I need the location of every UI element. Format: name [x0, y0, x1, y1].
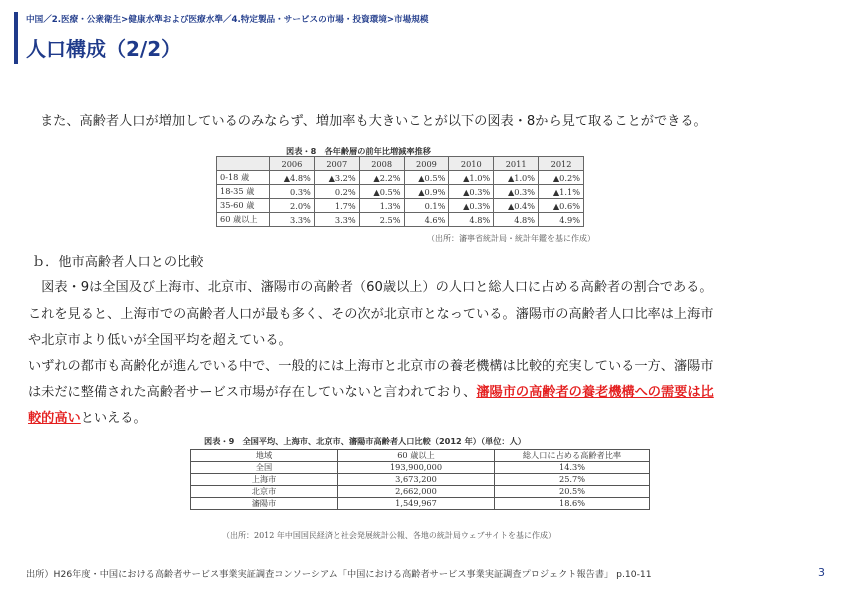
body-line: [28, 381, 714, 400]
table-cell: ▲0.5%: [404, 171, 449, 185]
table-corner-cell: [217, 157, 270, 171]
table-cell: 18.6%: [495, 498, 650, 510]
table-cell: 3.3%: [314, 213, 359, 227]
table-row: [217, 185, 584, 199]
title-accent-bar: [14, 12, 18, 64]
age-group-label: 18-35 歳: [217, 185, 270, 199]
table-row: [217, 213, 584, 227]
region-cell: 全国: [191, 462, 338, 474]
table-cell: ▲0.4%: [494, 199, 539, 213]
figure-9-table: [190, 449, 650, 510]
table-cell: 0.3%: [270, 185, 315, 199]
table-cell: 193,900,000: [338, 462, 495, 474]
table-cell: ▲0.9%: [404, 185, 449, 199]
year-header: 2008: [359, 157, 404, 171]
table-cell: 2.5%: [359, 213, 404, 227]
table-cell: ▲1.0%: [449, 171, 494, 185]
table-cell: 1,549,967: [338, 498, 495, 510]
table-cell: 4.8%: [449, 213, 494, 227]
table-cell: ▲0.2%: [539, 171, 584, 185]
table-cell: 0.2%: [314, 185, 359, 199]
table-cell: 3.3%: [270, 213, 315, 227]
region-cell: 上海市: [191, 474, 338, 486]
table-header-row: [191, 450, 650, 462]
table-cell: 25.7%: [495, 474, 650, 486]
table-row: [191, 486, 650, 498]
table-cell: ▲0.3%: [494, 185, 539, 199]
body-text: は未だに整備された高齢者サービス市場が存在していないと言われており、: [28, 385, 477, 400]
age-group-label: 60 歳以上: [217, 213, 270, 227]
year-header: 2012: [539, 157, 584, 171]
table-row: [191, 462, 650, 474]
region-cell: 瀋陽市: [191, 498, 338, 510]
body-line: [28, 407, 147, 426]
section-b-heading: ｂ．他市高齢者人口との比較: [32, 255, 204, 270]
age-group-label: 35-60 歳: [217, 199, 270, 213]
year-header: 2011: [494, 157, 539, 171]
column-header: 地域: [191, 450, 338, 462]
table-cell: 4.6%: [404, 213, 449, 227]
footer-source: 出所）H26年度・中国における高齢者サービス事業実証調査コンソーシアム「中国における高齢者サービス事業実証調査プロジェクト報告書」 p.10-11: [26, 569, 652, 580]
body-line: 図表・9は全国及び上海市、北京市、瀋陽市の高齢者（60歳以上）の人口と総人口に占める高齢者の割合である。: [28, 280, 713, 295]
table-cell: 3,673,200: [338, 474, 495, 486]
table-cell: ▲1.1%: [539, 185, 584, 199]
year-header: 2009: [404, 157, 449, 171]
column-header: 60 歳以上: [338, 450, 495, 462]
page-title: 人口構成（2/2）: [26, 37, 182, 61]
table-cell: ▲4.8%: [270, 171, 315, 185]
table-cell: ▲1.0%: [494, 171, 539, 185]
table-cell: 2,662,000: [338, 486, 495, 498]
table-header-row: [217, 157, 584, 171]
table-cell: ▲2.2%: [359, 171, 404, 185]
body-line: や北京市より低いが全国平均を超えている。: [28, 333, 292, 348]
table-row: [217, 171, 584, 185]
table-cell: 1.7%: [314, 199, 359, 213]
table-cell: ▲0.3%: [449, 199, 494, 213]
body-line: いずれの都市も高齢化が進んでいる中で、一般的には上海市と北京市の養老機構は比較的充実している一方、瀋陽市: [28, 359, 714, 374]
column-header: 総人口に占める高齢者比率: [495, 450, 650, 462]
table-cell: 2.0%: [270, 199, 315, 213]
region-cell: 北京市: [191, 486, 338, 498]
highlighted-text: 瀋陽市の高齢者の養老機構への需要は比: [476, 385, 714, 400]
table-cell: 1.3%: [359, 199, 404, 213]
figure-8-source: （出所：瀋寧省統計局・統計年鑑を基に作成）: [427, 234, 595, 243]
table-row: [191, 474, 650, 486]
age-group-label: 0-18 歳: [217, 171, 270, 185]
table-cell: ▲0.5%: [359, 185, 404, 199]
table-cell: 0.1%: [404, 199, 449, 213]
table-cell: 4.8%: [494, 213, 539, 227]
figure-8-table: [216, 156, 584, 227]
year-header: 2007: [314, 157, 359, 171]
table-cell: 20.5%: [495, 486, 650, 498]
year-header: 2010: [449, 157, 494, 171]
breadcrumb: 中国／2.医療・公衆衛生>健康水準および医療水準／4.特定製品・サービスの市場・投資環境>市場規模: [26, 15, 429, 25]
table-cell: ▲3.2%: [314, 171, 359, 185]
year-header: 2006: [270, 157, 315, 171]
highlighted-text: 較的高い: [28, 411, 81, 426]
table-cell: ▲0.3%: [449, 185, 494, 199]
table-cell: 4.9%: [539, 213, 584, 227]
figure-8-caption: 図表・8 各年齢層の前年比増減率推移: [286, 146, 431, 156]
figure-9-caption: 図表・9 全国平均、上海市、北京市、瀋陽市高齢者人口比較（2012 年）（単位：人）: [204, 436, 526, 446]
page-number: 3: [818, 566, 825, 579]
figure-9-source: （出所：2012 年中国国民経済と社会発展統計公報、各地の統計局ウェブサイトを基に作成）: [222, 531, 557, 540]
table-row: [191, 498, 650, 510]
table-row: [217, 199, 584, 213]
table-cell: 14.3%: [495, 462, 650, 474]
body-text: といえる。: [80, 411, 147, 426]
table-cell: ▲0.6%: [539, 199, 584, 213]
body-line: これを見ると、上海市での高齢者人口が最も多く、その次が北京市となっている。瀋陽市の高齢者人口比率は上海市: [28, 307, 714, 322]
intro-paragraph: また、高齢者人口が増加しているのみならず、増加率も大きいことが以下の図表・8から見て取ることができる。: [40, 114, 707, 129]
